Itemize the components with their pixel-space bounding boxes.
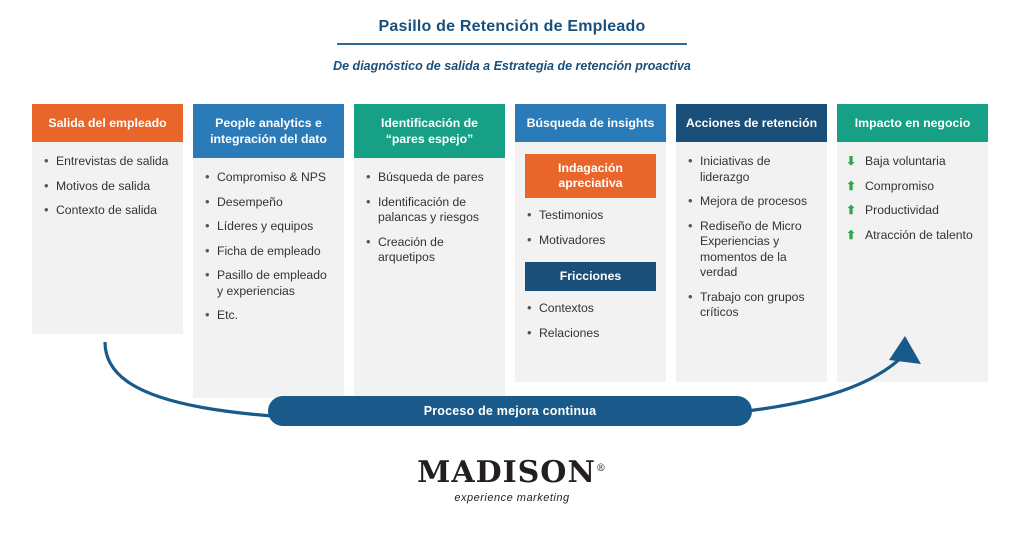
arrow-up-icon: ⬆	[846, 203, 857, 217]
list-impacto-en-negocio	[845, 154, 980, 243]
list-item-label: Compromiso	[865, 178, 935, 193]
logo-tagline: experience marketing	[454, 492, 570, 504]
column-header-salida-del-empleado: Salida del empleado	[32, 104, 183, 142]
list-item-label: Atracción de talento	[865, 227, 973, 242]
column-header-busqueda-de-insights: Búsqueda de insights	[515, 104, 666, 142]
subsection-header-indagacion-apreciativa: Indagación apreciativa	[525, 154, 656, 198]
process-improvement-banner: Proceso de mejora continua	[268, 396, 752, 426]
list-item: • Ficha de empleado	[201, 244, 336, 260]
list-item: • Compromiso & NPS	[201, 170, 336, 186]
page-subtitle: De diagnóstico de salida a Estrategia de retención proactiva	[333, 59, 691, 73]
list-item	[845, 179, 980, 195]
list-item: • Contexto de salida	[40, 203, 175, 219]
arrow-down-icon: ⬇	[846, 154, 857, 168]
list-item-label: Productividad	[865, 203, 939, 217]
list-item: • Mejora de procesos	[684, 194, 819, 210]
list-item	[845, 154, 980, 170]
column-header-acciones-de-retencion: Acciones de retención	[676, 104, 827, 142]
list-item	[845, 228, 980, 244]
page-header	[0, 18, 1024, 73]
loop-arrowhead-icon	[889, 336, 921, 364]
company-logo	[0, 455, 1024, 504]
list-item: • Testimonios	[523, 208, 658, 224]
list-item: • Pasillo de empleado y experiencias	[201, 268, 336, 299]
list-item: • Búsqueda de pares	[362, 170, 497, 186]
column-header-people-analytics: People analytics e integración del dato	[193, 104, 344, 158]
list-item: • Contextos	[523, 301, 658, 317]
page-title: Pasillo de Retención de Empleado	[337, 18, 688, 45]
logo-wordmark	[417, 455, 607, 490]
arrow-up-icon: ⬆	[846, 178, 857, 193]
list-item: • Trabajo con grupos críticos	[684, 290, 819, 321]
list-item: • Desempeño	[201, 195, 336, 211]
logo-text: MADISON	[417, 455, 596, 490]
list-item-label: Baja voluntaria	[865, 154, 946, 168]
list-item: • Motivos de salida	[40, 179, 175, 195]
column-header-pares-espejo: Identificación de “pares espejo”	[354, 104, 505, 158]
list-item: • Identificación de palancas y riesgos	[362, 195, 497, 226]
list-salida-del-empleado	[40, 154, 175, 219]
list-item: • Relaciones	[523, 326, 658, 342]
list-pares-espejo	[362, 170, 497, 266]
list-acciones-de-retencion	[684, 154, 819, 321]
list-item: • Etc.	[201, 308, 336, 324]
arrow-up-icon: ⬆	[846, 227, 857, 242]
column-body-salida-del-empleado	[32, 142, 183, 334]
list-indagacion-apreciativa	[523, 208, 658, 248]
subsection-header-fricciones: Fricciones	[525, 262, 656, 291]
list-item: • Líderes y equipos	[201, 219, 336, 235]
list-item: • Creación de arquetipos	[362, 235, 497, 266]
list-people-analytics	[201, 170, 336, 324]
list-item: • Iniciativas de liderazgo	[684, 154, 819, 185]
list-item: • Rediseño de Micro Experiencias y momentos de la verdad	[684, 219, 819, 281]
list-item: • Motivadores	[523, 233, 658, 249]
registered-mark-icon: ®	[595, 463, 607, 474]
list-item	[845, 203, 980, 219]
column-salida-del-empleado	[32, 104, 183, 334]
list-item: • Entrevistas de salida	[40, 154, 175, 170]
column-header-impacto-en-negocio: Impacto en negocio	[837, 104, 988, 142]
